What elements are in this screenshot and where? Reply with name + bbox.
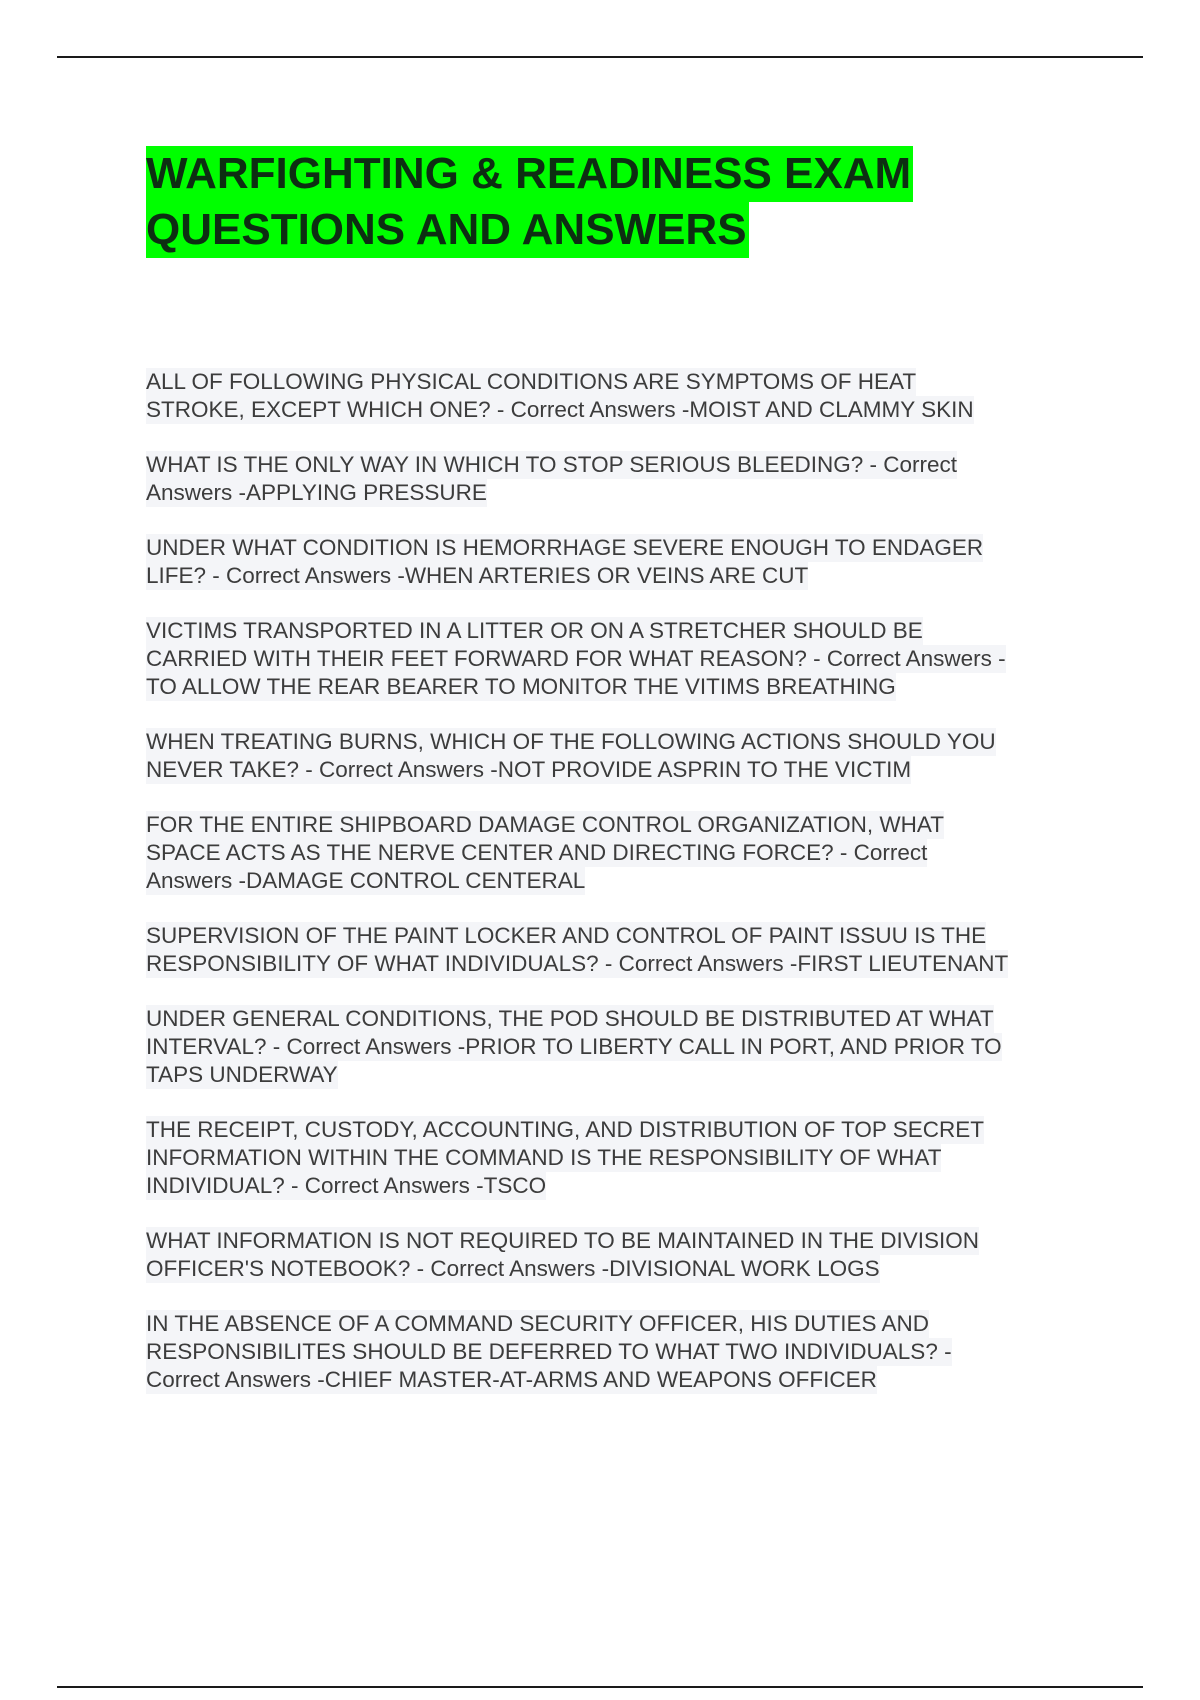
qa-item xyxy=(146,1005,1086,1089)
footer-rule xyxy=(57,1686,1143,1688)
qa-text-line: RESPONSIBILITY OF WHAT INDIVIDUALS? - Correct Answers -FIRST LIEUTENANT xyxy=(146,951,1009,976)
qa-text-line: INDIVIDUAL? - Correct Answers -TSCO xyxy=(146,1173,547,1198)
qa-item xyxy=(146,811,1086,895)
qa-text-line: TO ALLOW THE REAR BEARER TO MONITOR THE VITIMS BREATHING xyxy=(146,674,896,699)
question-answer-list xyxy=(146,368,1086,1421)
qa-text-line: Answers -APPLYING PRESSURE xyxy=(146,480,487,505)
qa-text-line: IN THE ABSENCE OF A COMMAND SECURITY OFFICER, HIS DUTIES AND xyxy=(146,1311,930,1336)
title-line: WARFIGHTING & READINESS EXAM xyxy=(146,146,913,202)
qa-text-line: LIFE? - Correct Answers -WHEN ARTERIES OR VEINS ARE CUT xyxy=(146,563,809,588)
qa-text-line: SUPERVISION OF THE PAINT LOCKER AND CONTROL OF PAINT ISSUU IS THE xyxy=(146,923,987,948)
qa-text-line: NEVER TAKE? - Correct Answers -NOT PROVIDE ASPRIN TO THE VICTIM xyxy=(146,757,912,782)
qa-text-line: UNDER GENERAL CONDITIONS, THE POD SHOULD BE DISTRIBUTED AT WHAT xyxy=(146,1006,994,1031)
qa-text-line: INFORMATION WITHIN THE COMMAND IS THE RESPONSIBILITY OF WHAT xyxy=(146,1145,942,1170)
qa-text-line: WHAT IS THE ONLY WAY IN WHICH TO STOP SERIOUS BLEEDING? - Correct xyxy=(146,452,957,477)
qa-item xyxy=(146,728,1086,784)
qa-item xyxy=(146,617,1086,701)
document-title xyxy=(146,146,1046,258)
qa-text-line: UNDER WHAT CONDITION IS HEMORRHAGE SEVERE ENOUGH TO ENDAGER xyxy=(146,535,984,560)
qa-text-line: Correct Answers -CHIEF MASTER-AT-ARMS AND WEAPONS OFFICER xyxy=(146,1367,877,1392)
header-rule xyxy=(57,56,1143,58)
qa-text-line: VICTIMS TRANSPORTED IN A LITTER OR ON A STRETCHER SHOULD BE xyxy=(146,618,923,643)
title-line: QUESTIONS AND ANSWERS xyxy=(146,202,749,258)
qa-text-line: OFFICER'S NOTEBOOK? - Correct Answers -DIVISIONAL WORK LOGS xyxy=(146,1256,880,1281)
qa-item xyxy=(146,368,1086,424)
qa-text-line: ALL OF FOLLOWING PHYSICAL CONDITIONS ARE SYMPTOMS OF HEAT xyxy=(146,369,917,394)
qa-text-line: INTERVAL? - Correct Answers -PRIOR TO LIBERTY CALL IN PORT, AND PRIOR TO xyxy=(146,1034,1002,1059)
qa-text-line: Answers -DAMAGE CONTROL CENTERAL xyxy=(146,868,586,893)
qa-text-line: TAPS UNDERWAY xyxy=(146,1062,338,1087)
qa-text-line: THE RECEIPT, CUSTODY, ACCOUNTING, AND DISTRIBUTION OF TOP SECRET xyxy=(146,1117,985,1142)
qa-item xyxy=(146,1116,1086,1200)
qa-text-line: CARRIED WITH THEIR FEET FORWARD FOR WHAT REASON? - Correct Answers - xyxy=(146,646,1006,671)
qa-item xyxy=(146,451,1086,507)
qa-text-line: WHAT INFORMATION IS NOT REQUIRED TO BE MAINTAINED IN THE DIVISION xyxy=(146,1228,979,1253)
qa-text-line: WHEN TREATING BURNS, WHICH OF THE FOLLOWING ACTIONS SHOULD YOU xyxy=(146,729,996,754)
qa-item xyxy=(146,1227,1086,1283)
qa-item xyxy=(146,922,1086,978)
qa-item xyxy=(146,1310,1086,1394)
qa-item xyxy=(146,534,1086,590)
qa-text-line: STROKE, EXCEPT WHICH ONE? - Correct Answers -MOIST AND CLAMMY SKIN xyxy=(146,397,974,422)
qa-text-line: RESPONSIBILITES SHOULD BE DEFERRED TO WHAT TWO INDIVIDUALS? - xyxy=(146,1339,952,1364)
qa-text-line: FOR THE ENTIRE SHIPBOARD DAMAGE CONTROL ORGANIZATION, WHAT xyxy=(146,812,944,837)
qa-text-line: SPACE ACTS AS THE NERVE CENTER AND DIRECTING FORCE? - Correct xyxy=(146,840,928,865)
